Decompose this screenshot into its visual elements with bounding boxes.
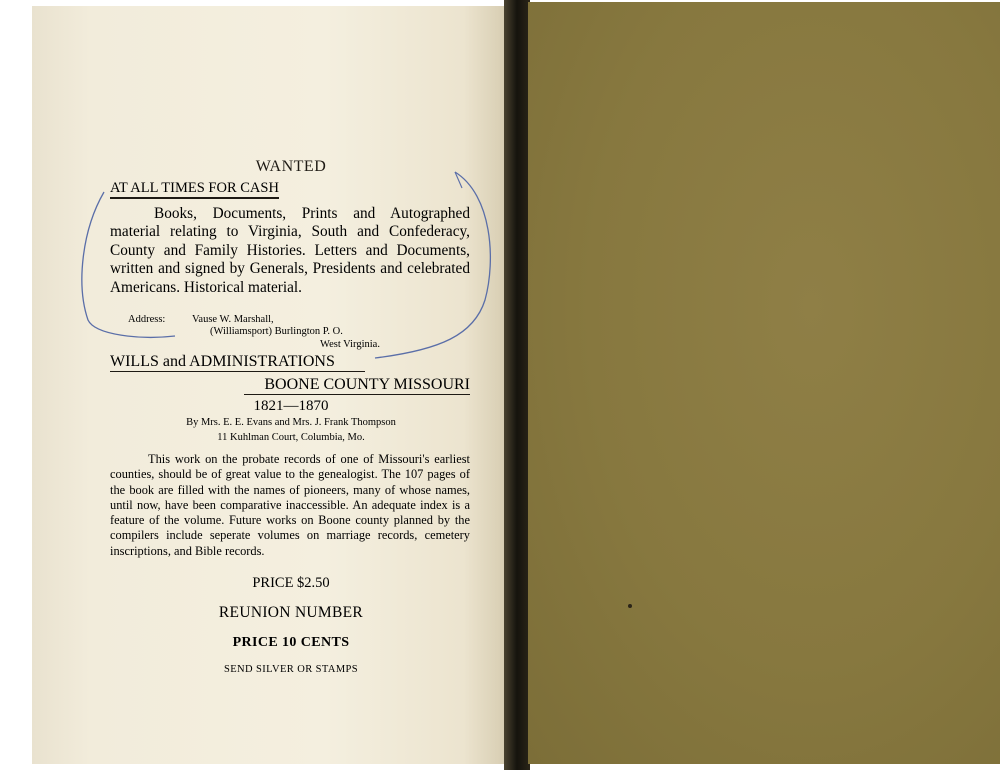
wills-body: This work on the probate records of one of Missouri's earliest counties, should be of great value to the genealogist. The 107 pages of the book are filled with the names of pioneers, many of whose names, until now, have been comparative inaccessible. An adequate index is a feature of the volume. Future works on Boone county planned by the compilers include seperate volumes on marriage records, cemetery inscriptions, and Bible records. [110,452,470,558]
pen-bracket-right [375,172,490,358]
wanted-subtitle: AT ALL TIMES FOR CASH [110,180,279,199]
wanted-body: Books, Documents, Prints and Autographed material relating to Virginia, South and Confederacy, County and Family Histories. Letters and Documents, written and signed by Generals, Presidents and celebrated Americans. Historical material. [110,205,470,296]
wills-years: 1821—1870 [253,398,329,414]
wills-price: PRICE $2.50 [252,575,330,591]
address-line3: West Virginia. [320,339,380,350]
wanted-title: WANTED [255,158,327,175]
reunion-price: PRICE 10 CENTS [232,635,350,650]
wills-authors: By Mrs. E. E. Evans and Mrs. J. Frank Thompson [186,417,396,428]
wills-county: BOONE COUNTY MISSOURI [244,375,470,395]
address-name: Vause W. Marshall, [192,314,274,325]
wills-address: 11 Kuhlman Court, Columbia, Mo. [217,432,365,443]
address-line2: (Williamsport) Burlington P. O. [210,326,343,337]
reunion-note: SEND SILVER OR STAMPS [223,664,359,675]
wills-title: WILLS and ADMINISTRATIONS [110,352,365,372]
address-label: Address: [128,314,166,325]
pen-bracket-left [82,192,175,337]
reunion-title: REUNION NUMBER [218,604,364,621]
